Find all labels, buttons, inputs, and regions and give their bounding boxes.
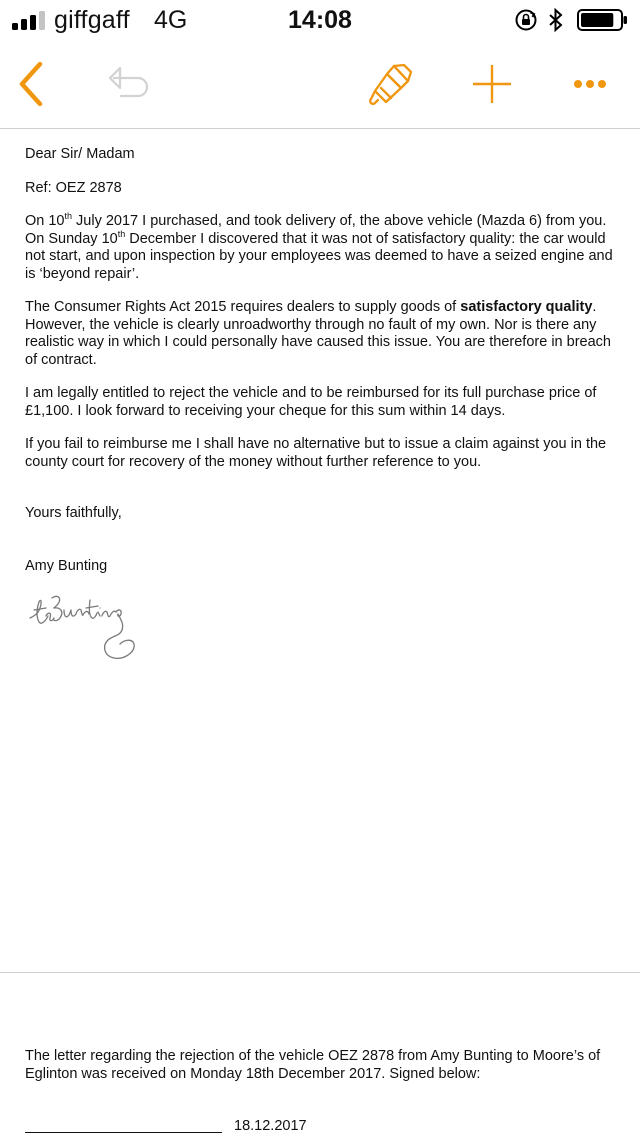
letter-paragraph-2: The Consumer Rights Act 2015 requires dealers to supply goods of satisfactory quality. However, the vehicle is clearly unroadworthy through no fault of my own. Nor is there any realistic way in which I could personally have caused this issue. You are therefore in breach of contract. <box>25 299 611 368</box>
chevron-left-icon <box>16 62 46 106</box>
orientation-lock-icon <box>514 8 538 32</box>
plus-icon <box>471 63 513 105</box>
undo-icon <box>104 64 152 104</box>
more-dots-icon <box>570 78 610 90</box>
handwritten-signature <box>28 588 148 660</box>
undo-button[interactable] <box>102 40 154 128</box>
network-type: 4G <box>154 6 188 34</box>
paintbrush-icon <box>367 60 415 108</box>
receipt-date: 18.12.2017 <box>234 1118 307 1134</box>
letter-signatory-name: Amy Bunting <box>25 557 108 574</box>
more-button[interactable] <box>564 40 616 128</box>
status-bar <box>0 0 640 40</box>
signature-line <box>25 1132 222 1133</box>
page-break-divider <box>0 972 640 973</box>
letter-paragraph-4: If you fail to reimburse me I shall have no alternative but to issue a claim against you in the county court for recovery of the money without further reference to you. <box>25 436 607 470</box>
back-button[interactable] <box>6 40 56 128</box>
add-button[interactable] <box>466 40 518 128</box>
document-body[interactable] <box>25 146 625 591</box>
letter-closing: Yours faithfully, <box>25 505 122 521</box>
letter-paragraph-3: I am legally entitled to reject the vehicle and to be reimbursed for its full purchase price of £1,100. I look forward to receiving your cheque for this sum within 14 days. <box>25 385 597 419</box>
format-button[interactable] <box>364 40 418 128</box>
battery-icon <box>577 8 629 32</box>
carrier-name: giffgaff <box>54 6 130 34</box>
clock: 14:08 <box>288 6 352 34</box>
toolbar <box>0 40 640 129</box>
letter-paragraph-1: On 10th July 2017 I purchased, and took delivery of, the above vehicle (Mazda 6) from you. On Sunday 10th December I discovered that it was not of satisfactory quality: the car would not start, and upon inspection by your employees was deemed to have a seized engine and is ‘beyond repair’. <box>25 211 613 282</box>
receipt-note: The letter regarding the rejection of the vehicle OEZ 2878 from Amy Bunting to Moore’s of Eglinton was received on Monday 18th December 2017. Signed below: <box>25 1048 601 1082</box>
bluetooth-icon <box>547 8 565 32</box>
letter-reference: Ref: OEZ 2878 <box>25 179 122 196</box>
letter-greeting: Dear Sir/ Madam <box>25 146 135 162</box>
